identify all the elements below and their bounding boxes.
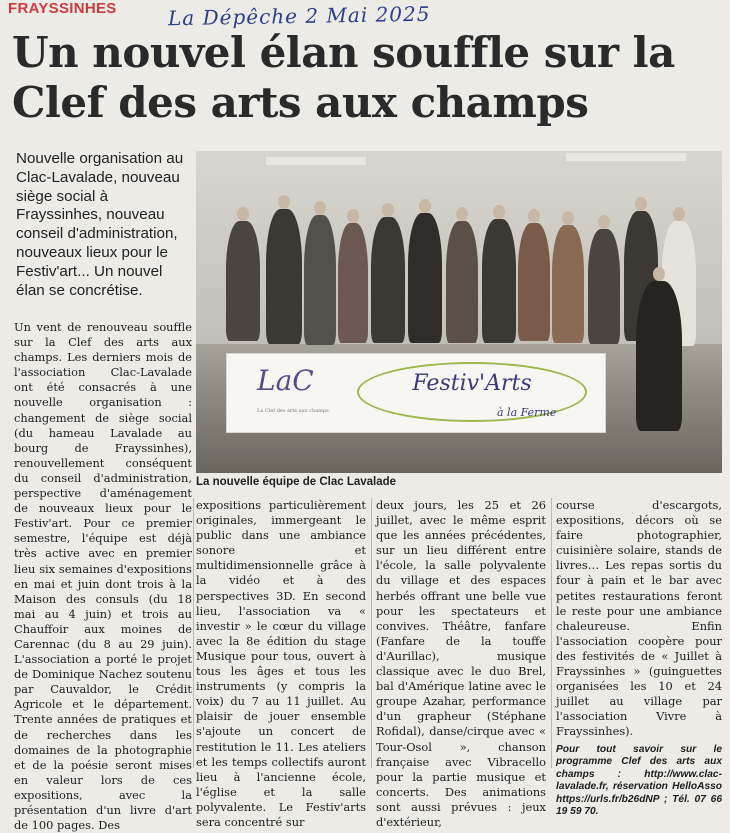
photo-person bbox=[338, 223, 368, 343]
article-column-1 bbox=[14, 320, 192, 833]
column-divider bbox=[193, 498, 194, 768]
article-column-4 bbox=[556, 498, 722, 817]
article-lead: Nouvelle organisation au Clac-Lavalade, nouveau siège social à Frayssinhes, nouveau conseil d'administration, nouveaux lieux pour le Festiv'art... Un nouvel élan se concrétise. bbox=[16, 150, 184, 299]
photo-head bbox=[419, 199, 431, 213]
photo-person bbox=[482, 219, 516, 343]
article-text: course d'escargots, expositions, décors où se faire photographier, cuisinière solaire, stands de livres… Les repas sortis du four à pain et le bar avec petites restaurations feront le reste pour une ambiance chaleureuse. Enfin l'association coopère pour des festivités de « Juillet à Frayssinhes » (guinguettes organisées les 10 et 24 juillet au village par l'association Vivre à Frayssinhes). bbox=[556, 498, 722, 739]
photo-head bbox=[673, 207, 685, 221]
photo-person bbox=[408, 213, 442, 343]
article-text: expositions particulièrement originales, immergeant le public dans une ambiance sonore et multidimensionnelle grâce à la vidéo et à des perspectives 3D. En second lieu, l'association va « investir » le cœur du village avec la 8e édition du stage Musique pour tous, ouvert à tous les âges et tous les instruments (y compris la voix) du 7 au 11 juillet. Au plaisir de jouer ensemble s'ajoute un concert de restitution le 11. Les ateliers et les temps collectifs auront lieu à l'ancienne école, l'église et la salle polyvalente. Le Festiv'arts sera concentré sur bbox=[196, 498, 366, 829]
photo-caption: La nouvelle équipe de Clac Lavalade bbox=[196, 476, 397, 488]
photo-person bbox=[518, 223, 550, 341]
clac-logo: LaC La Clef des arts aux champs bbox=[257, 364, 329, 414]
article-text: Un vent de renouveau souffle sur la Clef des arts aux champs. Les derniers mois de l'association Clac-Lavalade ont été consacrés à une nouvelle organisation : changement de siège social (du hameau Lavalade au bourg de Frayssinhes), renouvellement conséquent du conseil d'administration, perspective d'aménagement de nouveaux lieux pour le Festiv'art. Pour ce premier semestre, l'équipe est déjà très active avec en premier lieu six semaines d'expositions en mai et juin dont trois à la Maison des consuls (du 18 mai au 4 juin) et trois au Chauffoir aux moines de Carennac (du 8 au 29 juin). L'association a porté le projet de Dominique Nachez soutenu par Cauvaldor, le Crédit Agricole et le département. Trente années de pratiques et de recherches dans les domaines de la photographie et de la poésie seront mises en valeur lors de ces expositions, avec la présentation d'un livre d'art de 100 pages. Des bbox=[14, 320, 192, 833]
photo-person bbox=[266, 209, 302, 344]
banner-title: Festiv'Arts bbox=[357, 362, 587, 422]
photo-head bbox=[347, 209, 359, 223]
photo-person bbox=[636, 281, 682, 431]
photo-head bbox=[493, 205, 505, 219]
photo-person bbox=[371, 217, 405, 343]
photo-head bbox=[237, 207, 249, 221]
photo-person bbox=[304, 215, 336, 345]
column-divider bbox=[551, 498, 552, 768]
festival-banner bbox=[226, 353, 606, 433]
group-photo bbox=[196, 151, 722, 473]
practical-info: Pour tout savoir sur le programme Clef des arts aux champs : http://www.clac-lavalade.fr, réservation HelloAsso https://urls.fr/b26dNP ; Tél. 07 66 19 59 70. bbox=[556, 743, 722, 817]
photo-ceiling-beam bbox=[266, 157, 366, 165]
photo-person bbox=[446, 221, 478, 343]
photo-person bbox=[226, 221, 260, 341]
article-column-2 bbox=[196, 498, 366, 829]
section-rubric: FRAYSSINHES bbox=[8, 0, 117, 17]
photo-head bbox=[598, 215, 610, 229]
photo-head bbox=[278, 195, 290, 209]
article-text: deux jours, les 25 et 26 juillet, avec le même esprit que les années précédentes, sur un lieu différent entre l'école, la salle polyvalente du village et des espaces herbés offrant une belle vue pour les spectateurs et convives. Théâtre, fanfare (Fanfare de la touffe d'Aurillac), musique classique avec le duo Brel, bal d'Amérique latine avec le groupe Azahar, performance d'un grapheur (Stéphane Rofidal), danse/cirque avec « Tour-Osol », chanson française avec Vibracello pour la partie musique et concerts. Des animations sont aussi prévues : jeux d'extérieur, bbox=[376, 498, 546, 829]
handwritten-source-note: La Dépêche 2 Mai 2025 bbox=[167, 1, 431, 31]
photo-head bbox=[314, 201, 326, 215]
photo-head bbox=[562, 211, 574, 225]
photo-person bbox=[552, 225, 584, 343]
article-headline: Un nouvel élan souffle sur la Clef des arts aux champs bbox=[12, 28, 675, 127]
column-divider bbox=[371, 498, 372, 768]
photo-ceiling-beam bbox=[566, 153, 686, 161]
photo-head bbox=[382, 203, 394, 217]
photo-head bbox=[456, 207, 468, 221]
photo-head bbox=[528, 209, 540, 223]
photo-head bbox=[653, 267, 665, 281]
photo-head bbox=[635, 197, 647, 211]
article-column-3 bbox=[376, 498, 546, 829]
photo-person bbox=[588, 229, 620, 344]
banner-subtitle: à la Ferme bbox=[497, 406, 557, 419]
